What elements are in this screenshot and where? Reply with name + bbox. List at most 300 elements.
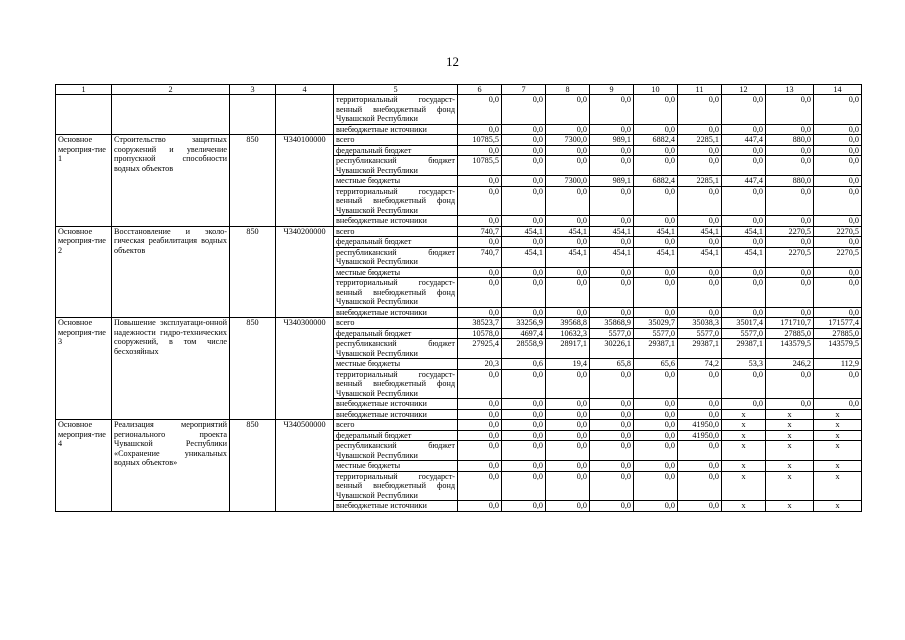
- value-cell: 0,0: [546, 369, 590, 399]
- value-cell: 2270,5: [814, 226, 862, 237]
- budget-code-cell: Ч340300000: [276, 318, 334, 420]
- value-cell: 0,0: [678, 461, 722, 472]
- value-cell: 143579,5: [814, 339, 862, 359]
- value-cell: 0,0: [546, 399, 590, 410]
- table-row: [56, 318, 862, 329]
- value-cell: 880,0: [766, 176, 814, 187]
- value-cell: x: [722, 461, 766, 472]
- value-cell: 0,0: [458, 471, 502, 501]
- value-cell: 0,0: [546, 95, 590, 125]
- funding-source-cell: республиканский бюджет Чувашской Республики: [334, 339, 458, 359]
- table-row: [56, 420, 862, 431]
- value-cell: x: [814, 461, 862, 472]
- funding-source-cell: внебюджетные источники: [334, 216, 458, 227]
- value-cell: 10785,5: [458, 135, 502, 146]
- value-cell: 0,0: [590, 409, 634, 420]
- value-cell: 0,0: [634, 156, 678, 176]
- value-cell: 0,0: [766, 237, 814, 248]
- funding-source-cell: федеральный бюджет: [334, 430, 458, 441]
- value-cell: 0,0: [502, 237, 546, 248]
- value-cell: 0,0: [814, 186, 862, 216]
- column-header: 3: [230, 85, 276, 95]
- value-cell: 7300,0: [546, 135, 590, 146]
- value-cell: 740,7: [458, 226, 502, 237]
- value-cell: 0,0: [458, 186, 502, 216]
- value-cell: 2270,5: [766, 247, 814, 267]
- measure-name-cell: Восстановление и эколо-гическая реабилитация водных объектов: [112, 226, 230, 318]
- value-cell: 0,0: [502, 399, 546, 410]
- value-cell: 0,0: [458, 267, 502, 278]
- value-cell: 0,0: [814, 278, 862, 308]
- value-cell: 0,0: [814, 237, 862, 248]
- value-cell: 5577,0: [722, 328, 766, 339]
- funding-source-cell: местные бюджеты: [334, 359, 458, 370]
- value-cell: 880,0: [766, 135, 814, 146]
- grbs-cell: 850: [230, 318, 276, 420]
- value-cell: 0,0: [722, 399, 766, 410]
- value-cell: 0,0: [458, 501, 502, 512]
- value-cell: 0,0: [502, 501, 546, 512]
- value-cell: 27925,4: [458, 339, 502, 359]
- value-cell: 0,0: [458, 441, 502, 461]
- value-cell: 0,0: [502, 409, 546, 420]
- table-row: [56, 226, 862, 237]
- value-cell: 0,0: [722, 307, 766, 318]
- funding-source-cell: территориальный государст-венный внебюджетный фонд Чувашской Республики: [334, 369, 458, 399]
- value-cell: 39568,8: [546, 318, 590, 329]
- value-cell: x: [766, 430, 814, 441]
- budget-code-cell: Ч340100000: [276, 135, 334, 227]
- value-cell: 0,0: [502, 307, 546, 318]
- value-cell: 0,0: [634, 124, 678, 135]
- value-cell: 6882,4: [634, 135, 678, 146]
- funding-source-cell: внебюджетные источники: [334, 409, 458, 420]
- value-cell: 0,0: [590, 186, 634, 216]
- column-header: 4: [276, 85, 334, 95]
- value-cell: 27885,0: [814, 328, 862, 339]
- value-cell: 2270,5: [766, 226, 814, 237]
- value-cell: 0,0: [458, 420, 502, 431]
- value-cell: 0,0: [722, 369, 766, 399]
- value-cell: x: [814, 420, 862, 431]
- value-cell: 30226,1: [590, 339, 634, 359]
- value-cell: x: [766, 461, 814, 472]
- value-cell: 989,1: [590, 135, 634, 146]
- value-cell: 0,0: [546, 156, 590, 176]
- value-cell: 0,0: [814, 95, 862, 125]
- value-cell: 0,0: [590, 461, 634, 472]
- value-cell: 0,0: [502, 124, 546, 135]
- value-cell: 5577,0: [634, 328, 678, 339]
- grbs-cell: 850: [230, 135, 276, 227]
- value-cell: 0,0: [590, 145, 634, 156]
- value-cell: 53,3: [722, 359, 766, 370]
- value-cell: 0,0: [634, 278, 678, 308]
- value-cell: 2285,1: [678, 135, 722, 146]
- value-cell: x: [814, 501, 862, 512]
- value-cell: 0,0: [722, 124, 766, 135]
- value-cell: 0,0: [766, 216, 814, 227]
- value-cell: 0,0: [546, 420, 590, 431]
- value-cell: 0,0: [678, 409, 722, 420]
- value-cell: 0,0: [766, 145, 814, 156]
- value-cell: 0,0: [766, 124, 814, 135]
- value-cell: 0,0: [814, 135, 862, 146]
- funding-source-cell: внебюджетные источники: [334, 307, 458, 318]
- value-cell: x: [722, 420, 766, 431]
- value-cell: 0,0: [678, 471, 722, 501]
- value-cell: 0,0: [546, 186, 590, 216]
- value-cell: 4697,4: [502, 328, 546, 339]
- value-cell: x: [814, 430, 862, 441]
- value-cell: 0,0: [546, 307, 590, 318]
- value-cell: 0,0: [634, 409, 678, 420]
- budget-table: [55, 84, 862, 512]
- value-cell: 0,0: [634, 95, 678, 125]
- value-cell: 35038,3: [678, 318, 722, 329]
- value-cell: x: [766, 471, 814, 501]
- value-cell: 0,0: [678, 237, 722, 248]
- value-cell: 0,0: [634, 145, 678, 156]
- value-cell: x: [766, 409, 814, 420]
- value-cell: 10632,3: [546, 328, 590, 339]
- value-cell: x: [722, 409, 766, 420]
- value-cell: 27885,0: [766, 328, 814, 339]
- value-cell: 0,0: [634, 420, 678, 431]
- value-cell: 0,0: [458, 307, 502, 318]
- value-cell: 0,0: [766, 267, 814, 278]
- value-cell: 0,0: [546, 216, 590, 227]
- value-cell: 454,1: [546, 226, 590, 237]
- value-cell: 33256,9: [502, 318, 546, 329]
- value-cell: 0,0: [766, 307, 814, 318]
- value-cell: 0,6: [502, 359, 546, 370]
- value-cell: 0,0: [502, 441, 546, 461]
- value-cell: 20,3: [458, 359, 502, 370]
- value-cell: 0,0: [590, 420, 634, 431]
- value-cell: 454,1: [678, 226, 722, 237]
- event-cell: Основное мероприя-тие 4: [56, 420, 112, 512]
- grbs-cell: [230, 95, 276, 135]
- value-cell: 0,0: [458, 145, 502, 156]
- grbs-cell: 850: [230, 226, 276, 318]
- value-cell: 0,0: [590, 501, 634, 512]
- value-cell: 454,1: [590, 226, 634, 237]
- funding-source-cell: территориальный государст-венный внебюджетный фонд Чувашской Республики: [334, 278, 458, 308]
- value-cell: 0,0: [678, 156, 722, 176]
- value-cell: 0,0: [502, 176, 546, 187]
- value-cell: 0,0: [814, 267, 862, 278]
- value-cell: 5577,0: [678, 328, 722, 339]
- value-cell: 0,0: [722, 156, 766, 176]
- value-cell: 0,0: [678, 145, 722, 156]
- value-cell: 0,0: [634, 399, 678, 410]
- value-cell: x: [814, 409, 862, 420]
- value-cell: 0,0: [502, 186, 546, 216]
- value-cell: 0,0: [502, 156, 546, 176]
- value-cell: 35029,7: [634, 318, 678, 329]
- funding-source-cell: территориальный государст-венный внебюджетный фонд Чувашской Республики: [334, 95, 458, 125]
- value-cell: 454,1: [590, 247, 634, 267]
- value-cell: 454,1: [634, 247, 678, 267]
- value-cell: 0,0: [458, 176, 502, 187]
- column-header: 10: [634, 85, 678, 95]
- value-cell: 0,0: [590, 216, 634, 227]
- value-cell: 28558,9: [502, 339, 546, 359]
- value-cell: 0,0: [814, 124, 862, 135]
- value-cell: 2285,1: [678, 176, 722, 187]
- event-cell: Основное мероприя-тие 3: [56, 318, 112, 420]
- value-cell: 0,0: [546, 471, 590, 501]
- value-cell: 0,0: [502, 267, 546, 278]
- column-header: 12: [722, 85, 766, 95]
- funding-source-cell: федеральный бюджет: [334, 237, 458, 248]
- value-cell: 0,0: [502, 369, 546, 399]
- value-cell: 0,0: [502, 278, 546, 308]
- funding-source-cell: местные бюджеты: [334, 267, 458, 278]
- value-cell: 0,0: [678, 501, 722, 512]
- value-cell: 0,0: [546, 237, 590, 248]
- funding-source-cell: территориальный государст-венный внебюджетный фонд Чувашской Республики: [334, 186, 458, 216]
- value-cell: 0,0: [766, 156, 814, 176]
- value-cell: 0,0: [678, 399, 722, 410]
- value-cell: 0,0: [502, 145, 546, 156]
- value-cell: 65,8: [590, 359, 634, 370]
- value-cell: 0,0: [458, 369, 502, 399]
- measure-name-cell: [112, 95, 230, 135]
- value-cell: 0,0: [634, 267, 678, 278]
- value-cell: 447,4: [722, 176, 766, 187]
- value-cell: 0,0: [590, 124, 634, 135]
- value-cell: 0,0: [766, 278, 814, 308]
- value-cell: 0,0: [458, 95, 502, 125]
- value-cell: 35868,9: [590, 318, 634, 329]
- value-cell: 246,2: [766, 359, 814, 370]
- column-header: 2: [112, 85, 230, 95]
- value-cell: 0,0: [814, 369, 862, 399]
- value-cell: 0,0: [502, 135, 546, 146]
- column-header: 9: [590, 85, 634, 95]
- value-cell: 0,0: [546, 124, 590, 135]
- value-cell: 65,6: [634, 359, 678, 370]
- value-cell: 0,0: [766, 399, 814, 410]
- value-cell: 740,7: [458, 247, 502, 267]
- value-cell: 0,0: [722, 216, 766, 227]
- value-cell: 0,0: [678, 186, 722, 216]
- value-cell: 0,0: [722, 278, 766, 308]
- value-cell: 0,0: [678, 369, 722, 399]
- event-cell: [56, 95, 112, 135]
- value-cell: 0,0: [634, 461, 678, 472]
- value-cell: 0,0: [722, 186, 766, 216]
- value-cell: 35017,4: [722, 318, 766, 329]
- funding-source-cell: внебюджетные источники: [334, 124, 458, 135]
- value-cell: 0,0: [634, 186, 678, 216]
- value-cell: 5577,0: [590, 328, 634, 339]
- funding-source-cell: федеральный бюджет: [334, 328, 458, 339]
- funding-source-cell: всего: [334, 135, 458, 146]
- value-cell: 0,0: [546, 409, 590, 420]
- value-cell: 6882,4: [634, 176, 678, 187]
- value-cell: 0,0: [590, 441, 634, 461]
- value-cell: 0,0: [678, 307, 722, 318]
- column-header: 14: [814, 85, 862, 95]
- value-cell: 0,0: [458, 237, 502, 248]
- value-cell: 143579,5: [766, 339, 814, 359]
- funding-source-cell: местные бюджеты: [334, 461, 458, 472]
- value-cell: 74,2: [678, 359, 722, 370]
- value-cell: 0,0: [546, 501, 590, 512]
- funding-source-cell: республиканский бюджет Чувашской Республики: [334, 441, 458, 461]
- value-cell: 0,0: [814, 156, 862, 176]
- table-row: [56, 135, 862, 146]
- value-cell: 0,0: [634, 501, 678, 512]
- value-cell: 0,0: [546, 145, 590, 156]
- column-header: 11: [678, 85, 722, 95]
- value-cell: 0,0: [766, 95, 814, 125]
- value-cell: 38523,7: [458, 318, 502, 329]
- value-cell: 0,0: [634, 369, 678, 399]
- value-cell: 0,0: [678, 267, 722, 278]
- value-cell: 454,1: [502, 226, 546, 237]
- value-cell: 0,0: [546, 441, 590, 461]
- value-cell: 112,9: [814, 359, 862, 370]
- value-cell: 0,0: [590, 399, 634, 410]
- value-cell: 0,0: [722, 267, 766, 278]
- value-cell: x: [722, 501, 766, 512]
- funding-source-cell: всего: [334, 420, 458, 431]
- table-header: [56, 85, 862, 95]
- value-cell: 0,0: [634, 471, 678, 501]
- value-cell: 28917,1: [546, 339, 590, 359]
- value-cell: 454,1: [722, 247, 766, 267]
- value-cell: 0,0: [546, 461, 590, 472]
- value-cell: 0,0: [458, 278, 502, 308]
- value-cell: 0,0: [590, 156, 634, 176]
- value-cell: 171577,4: [814, 318, 862, 329]
- value-cell: 0,0: [590, 237, 634, 248]
- value-cell: 0,0: [458, 216, 502, 227]
- value-cell: 0,0: [502, 461, 546, 472]
- budget-code-cell: Ч340500000: [276, 420, 334, 512]
- value-cell: 10785,5: [458, 156, 502, 176]
- value-cell: 0,0: [634, 441, 678, 461]
- value-cell: 2270,5: [814, 247, 862, 267]
- value-cell: 0,0: [814, 216, 862, 227]
- value-cell: 0,0: [458, 399, 502, 410]
- funding-source-cell: всего: [334, 226, 458, 237]
- value-cell: 0,0: [502, 216, 546, 227]
- value-cell: 0,0: [590, 430, 634, 441]
- value-cell: 0,0: [634, 430, 678, 441]
- value-cell: 454,1: [634, 226, 678, 237]
- value-cell: 454,1: [678, 247, 722, 267]
- value-cell: 19,4: [546, 359, 590, 370]
- column-header: 8: [546, 85, 590, 95]
- funding-source-cell: республиканский бюджет Чувашской Республики: [334, 156, 458, 176]
- budget-code-cell: [276, 95, 334, 135]
- column-header: 5: [334, 85, 458, 95]
- funding-source-cell: внебюджетные источники: [334, 399, 458, 410]
- value-cell: 454,1: [502, 247, 546, 267]
- measure-name-cell: Повышение эксплуатаци-онной надежности гидро-технических сооружений, в том числе бесхозяйных: [112, 318, 230, 420]
- value-cell: 0,0: [458, 409, 502, 420]
- value-cell: 0,0: [814, 399, 862, 410]
- value-cell: 0,0: [458, 430, 502, 441]
- event-cell: Основное мероприя-тие 2: [56, 226, 112, 318]
- value-cell: 0,0: [722, 95, 766, 125]
- value-cell: x: [814, 441, 862, 461]
- value-cell: 0,0: [722, 145, 766, 156]
- funding-source-cell: всего: [334, 318, 458, 329]
- value-cell: x: [722, 471, 766, 501]
- value-cell: 41950,0: [678, 420, 722, 431]
- value-cell: x: [722, 441, 766, 461]
- value-cell: 0,0: [590, 278, 634, 308]
- funding-source-cell: внебюджетные источники: [334, 501, 458, 512]
- budget-code-cell: Ч340200000: [276, 226, 334, 318]
- value-cell: x: [766, 420, 814, 431]
- value-cell: 0,0: [502, 95, 546, 125]
- column-header: 6: [458, 85, 502, 95]
- funding-source-cell: республиканский бюджет Чувашской Республики: [334, 247, 458, 267]
- value-cell: 29387,1: [634, 339, 678, 359]
- value-cell: 0,0: [678, 124, 722, 135]
- value-cell: x: [722, 430, 766, 441]
- value-cell: 0,0: [814, 307, 862, 318]
- column-header: 7: [502, 85, 546, 95]
- funding-source-cell: местные бюджеты: [334, 176, 458, 187]
- value-cell: 0,0: [590, 95, 634, 125]
- value-cell: 0,0: [458, 124, 502, 135]
- value-cell: 29387,1: [722, 339, 766, 359]
- value-cell: 989,1: [590, 176, 634, 187]
- value-cell: 0,0: [722, 237, 766, 248]
- value-cell: x: [766, 501, 814, 512]
- value-cell: 0,0: [766, 186, 814, 216]
- table-row: [56, 95, 862, 125]
- value-cell: 0,0: [678, 441, 722, 461]
- value-cell: 454,1: [722, 226, 766, 237]
- value-cell: 41950,0: [678, 430, 722, 441]
- value-cell: 0,0: [678, 95, 722, 125]
- value-cell: 0,0: [814, 145, 862, 156]
- value-cell: 10578,0: [458, 328, 502, 339]
- value-cell: 29387,1: [678, 339, 722, 359]
- column-header: 1: [56, 85, 112, 95]
- value-cell: 171710,7: [766, 318, 814, 329]
- value-cell: 0,0: [634, 307, 678, 318]
- measure-name-cell: Реализация мероприятий регионального проекта Чувашской Республики «Сохранение уникальных водных объектов»: [112, 420, 230, 512]
- value-cell: 0,0: [546, 278, 590, 308]
- value-cell: 0,0: [502, 420, 546, 431]
- funding-source-cell: территориальный государст-венный внебюджетный фонд Чувашской Республики: [334, 471, 458, 501]
- value-cell: x: [814, 471, 862, 501]
- value-cell: 0,0: [766, 369, 814, 399]
- funding-source-cell: федеральный бюджет: [334, 145, 458, 156]
- grbs-cell: 850: [230, 420, 276, 512]
- value-cell: 7300,0: [546, 176, 590, 187]
- value-cell: 0,0: [590, 471, 634, 501]
- value-cell: x: [766, 441, 814, 461]
- event-cell: Основное мероприя-тие 1: [56, 135, 112, 227]
- value-cell: 0,0: [678, 216, 722, 227]
- value-cell: 0,0: [590, 307, 634, 318]
- value-cell: 0,0: [634, 216, 678, 227]
- value-cell: 0,0: [590, 369, 634, 399]
- value-cell: 454,1: [546, 247, 590, 267]
- value-cell: 0,0: [634, 237, 678, 248]
